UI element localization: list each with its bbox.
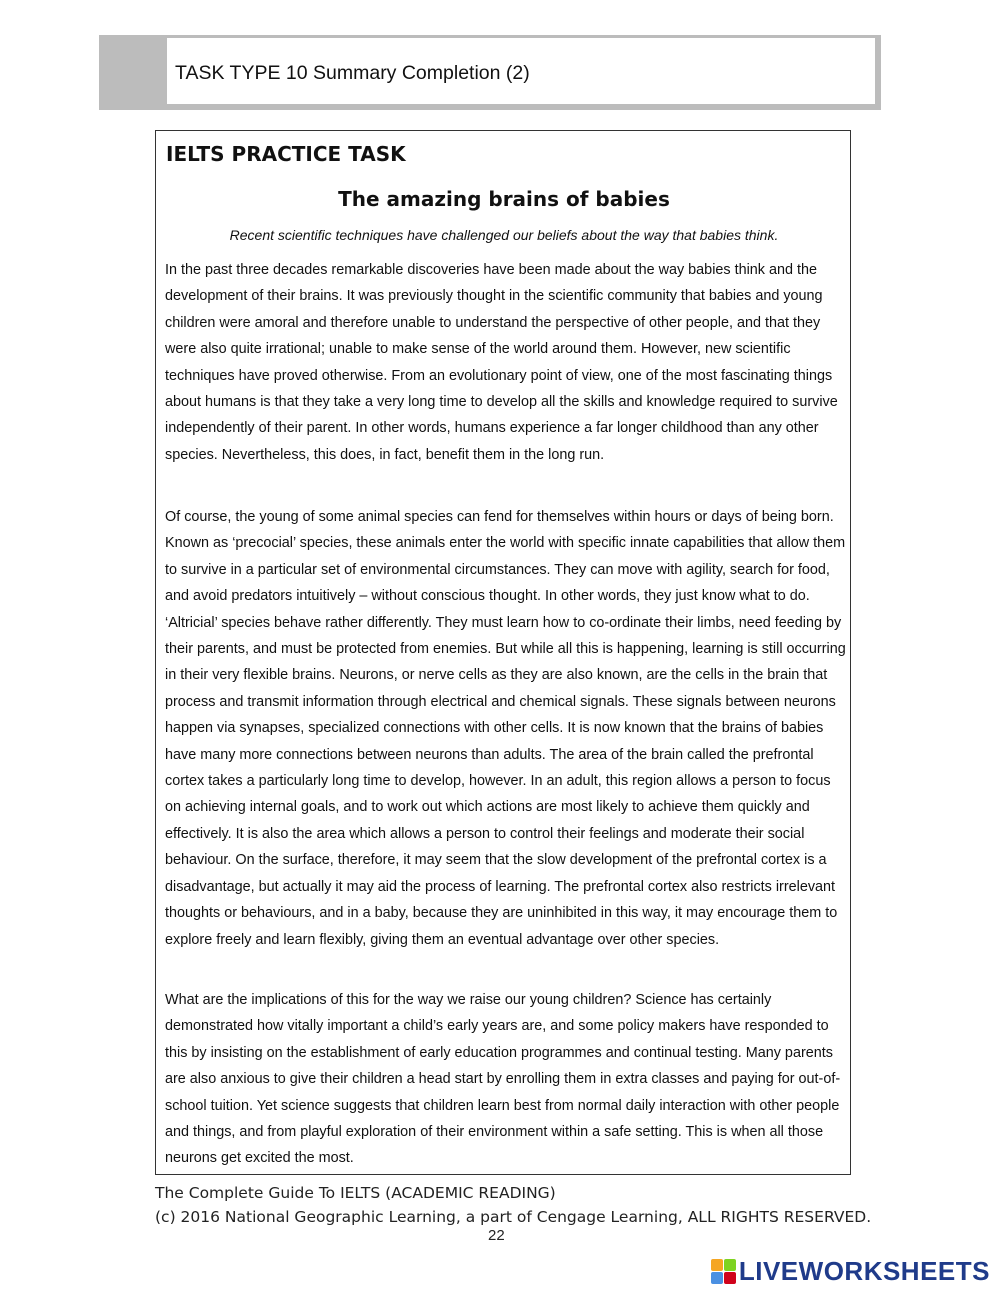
task-type-title: TASK TYPE 10 Summary Completion (2)	[175, 62, 530, 84]
page-number: 22	[488, 1227, 505, 1244]
liveworksheets-brand[interactable]	[711, 1256, 990, 1286]
article-paragraph-3: What are the implications of this for the way we raise our young children? Science has certainly demonstrated how vitally important a child’s early years are, and some policy makers have responded to this by insisting on the establishment of early education programmes and continual testing. Many parents are also anxious to give their children a head start by enrolling them in extra classes and paying for out-of-school tuition. Yet science suggests that children learn best from normal daily interaction with other people and things, and from playful exploration of their environment within a safe setting. This is when all those neurons get excited the most.	[165, 992, 841, 1167]
liveworksheets-logo-icon	[711, 1259, 736, 1284]
practice-task-box	[155, 130, 851, 1175]
brand-name: LIVEWORKSHEETS	[738, 1255, 990, 1286]
article-paragraph-1: In the past three decades remarkable discoveries have been made about the way babies think and the development of their brains. It was previously thought in the scientific community that babies and young children were amoral and therefore unable to understand the perspective of other people, and that they were also quite irrational; unable to make sense of the world around them. However, new scientific techniques have proved otherwise. From an evolutionary point of view, one of the most fascinating things about humans is that they take a very long time to develop all the skills and knowledge required to survive independently of their parent. In other words, humans experience a far longer childhood than any other species. Nevertheless, this does, in fact, benefit them in the long run.	[165, 262, 838, 463]
task-type-header-panel	[167, 38, 875, 104]
logo-tile	[724, 1259, 736, 1271]
article-paragraph-2: Of course, the young of some animal species can fend for themselves within hours or days of being born. Known as ‘precocial’ species, these animals enter the world with specific innate capabilities that allow them to survive in a particular set of environmental circumstances. They can move with agility, search for food, and avoid predators intuitively – without conscious thought. In other words, they just know what to do. ‘Altricial’ species behave rather differently. They must learn how to co-ordinate their limbs, need feeding by their parents, and must be protected from enemies. But while all this is happening, learning is still occurring in their very flexible brains. Neurons, or nerve cells as they are also known, are the cells in the brain that process and transmit information through electrical and chemical signals. These signals between neurons happen via synapses, specialized connections with other cells. It is now known that the brains of babies have many more connections between neurons than adults. The area of the brain called the prefrontal cortex takes a particularly long time to develop, however. In an adult, this region allows a person to focus on achieving internal goals, and to work out which actions are most likely to achieve them quickly and effectively. It is also the area which allows a person to control their feelings and moderate their social behaviour. On the surface, therefore, it may seem that the slow development of the prefrontal cortex is a disadvantage, but actually it may aid the process of learning. The prefrontal cortex also restricts irrelevant thoughts or behaviours, and in a baby, because they are uninhibited in this way, it may encourage them to explore freely and learn flexibly, giving them an eventual advantage over other species.	[165, 509, 846, 948]
practice-task-heading: IELTS PRACTICE TASK	[166, 142, 406, 166]
article-subtitle: Recent scientific techniques have challenged our beliefs about the way that babies think.	[229, 227, 779, 243]
logo-tile	[711, 1259, 723, 1271]
article-title: The amazing brains of babies	[338, 187, 670, 211]
logo-tile	[724, 1272, 736, 1284]
copyright-notice: (c) 2016 National Geographic Learning, a part of Cengage Learning, ALL RIGHTS RESERVED.	[155, 1208, 872, 1226]
task-type-header	[99, 35, 881, 110]
book-credit: The Complete Guide To IELTS (ACADEMIC READING)	[155, 1184, 556, 1202]
logo-tile	[711, 1272, 723, 1284]
